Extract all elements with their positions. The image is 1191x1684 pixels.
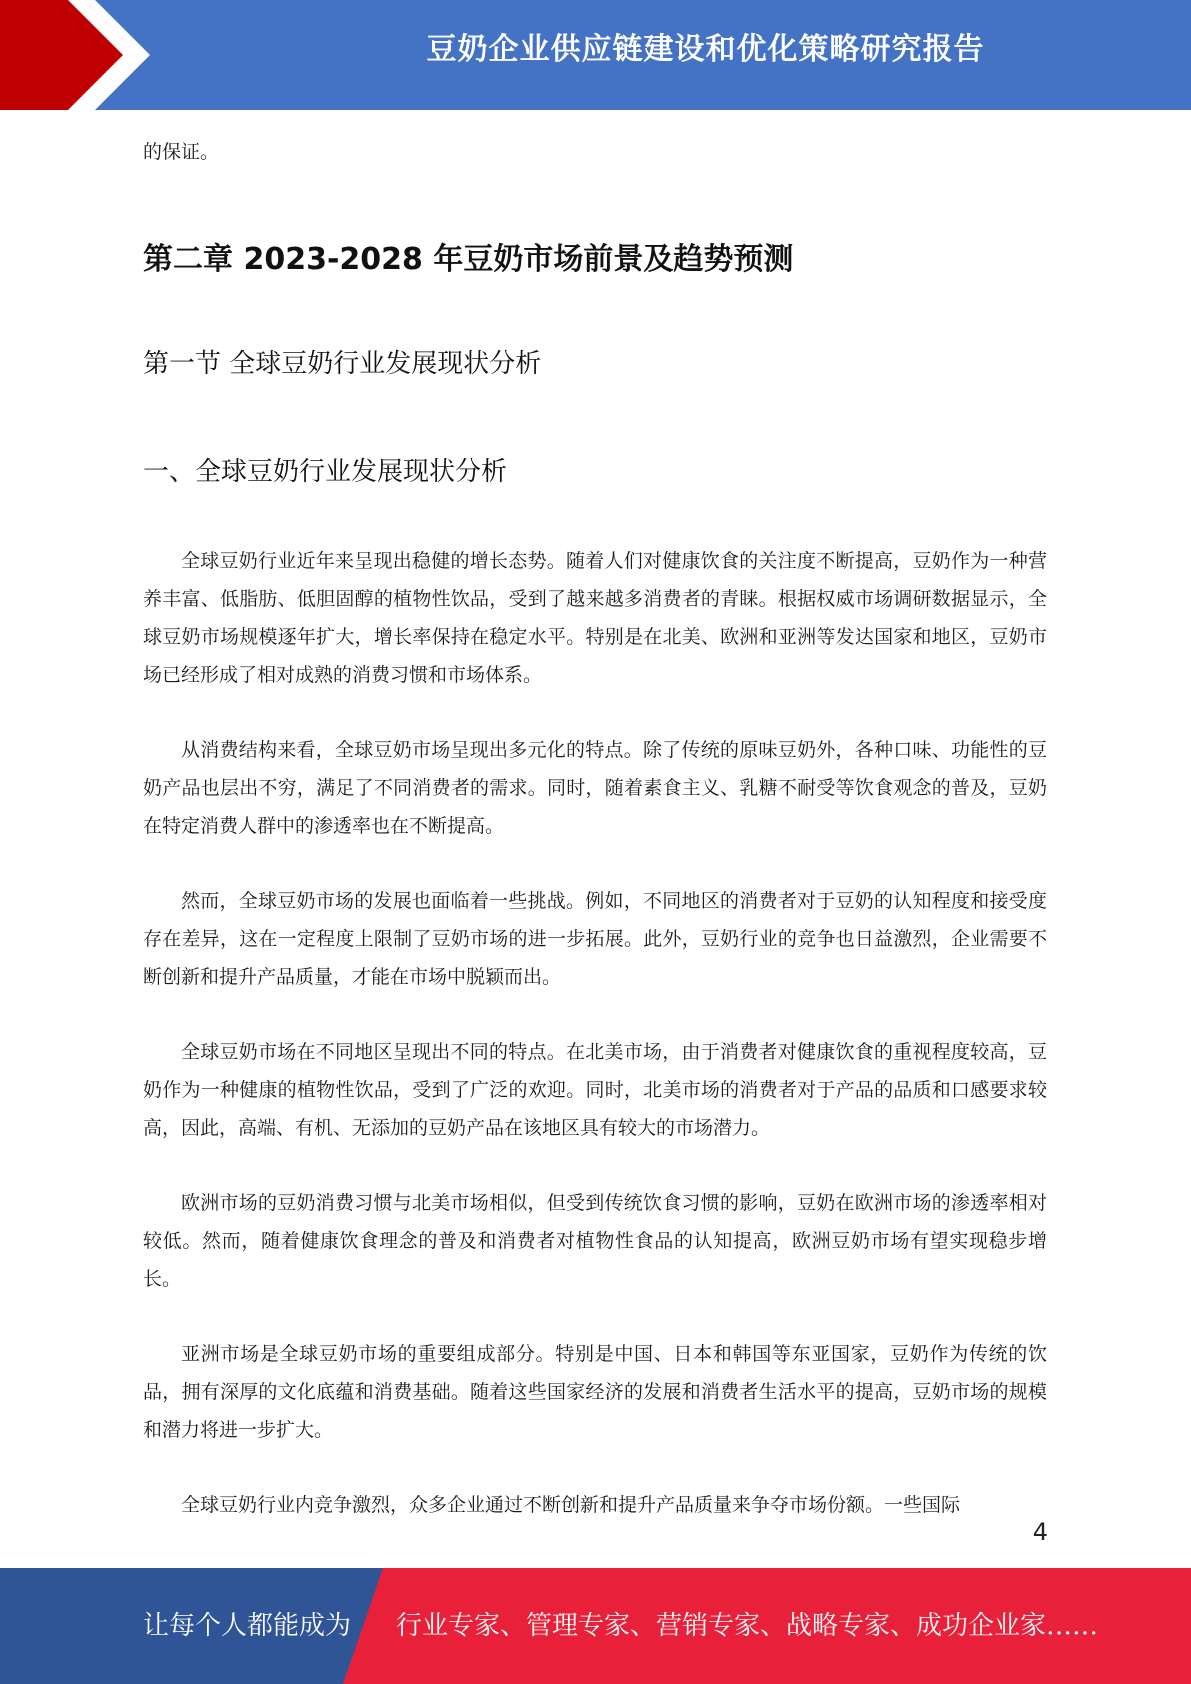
paragraph: 欧洲市场的豆奶消费习惯与北美市场相似，但受到传统饮食习惯的影响，豆奶在欧洲市场的渗透率相对较低。然而，随着健康饮食理念的普及和消费者对植物性食品的认知提高，欧洲豆奶市场有望实现稳步增长。 xyxy=(143,1192,1047,1290)
chapter-title: 第二章 2023-2028 年豆奶市场前景及趋势预测 xyxy=(143,242,794,277)
paragraph: 从消费结构来看，全球豆奶市场呈现出多元化的特点。除了传统的原味豆奶外，各种口味、功能性的豆奶产品也层出不穷，满足了不同消费者的需求。同时，随着素食主义、乳糖不耐受等饮食观念的普及，豆奶在特定消费人群中的渗透率也在不断提高。 xyxy=(143,739,1047,837)
footer-slogan-lead: 让每个人都能成为 xyxy=(143,1611,352,1641)
paragraph: 全球豆奶行业内竞争激烈，众多企业通过不断创新和提升产品质量来争夺市场份额。一些国际 xyxy=(181,1494,961,1516)
paragraph: 然而，全球豆奶市场的发展也面临着一些挑战。例如，不同地区的消费者对于豆奶的认知程度和接受度存在差异，这在一定程度上限制了豆奶市场的进一步拓展。此外，豆奶行业的竞争也日益激烈，企业需要不断创新和提升产品质量，才能在市场中脱颖而出。 xyxy=(143,890,1047,988)
paragraph: 全球豆奶行业近年来呈现出稳健的增长态势。随着人们对健康饮食的关注度不断提高，豆奶作为一种营养丰富、低脂肪、低胆固醇的植物性饮品，受到了越来越多消费者的青睐。根据权威市场调研数据显示，全球豆奶市场规模逐年扩大，增长率保持在稳定水平。特别是在北美、欧洲和亚洲等发达国家和地区，豆奶市场已经形成了相对成熟的消费习惯和市场体系。 xyxy=(143,550,1047,686)
subsection-title: 一、全球豆奶行业发展现状分析 xyxy=(143,457,508,487)
page-header xyxy=(0,0,1191,110)
continuation-text: 的保证。 xyxy=(143,141,220,163)
header-arrow-decoration xyxy=(0,0,160,110)
report-title: 豆奶企业供应链建设和优化策略研究报告 xyxy=(426,32,985,67)
paragraph: 亚洲市场是全球豆奶市场的重要组成部分。特别是中国、日本和韩国等东亚国家，豆奶作为传统的饮品，拥有深厚的文化底蕴和消费基础。随着这些国家经济的发展和消费者生活水平的提高，豆奶市场的规模和潜力将进一步扩大。 xyxy=(143,1343,1047,1441)
page-number: 4 xyxy=(1032,1518,1048,1546)
document-body xyxy=(143,126,1047,1561)
section-title: 第一节 全球豆奶行业发展现状分析 xyxy=(143,349,542,379)
page-footer xyxy=(0,1568,1191,1684)
paragraph-list xyxy=(143,542,1047,1524)
footer-slogan-roles: 行业专家、管理专家、营销专家、战略专家、成功企业家…… xyxy=(396,1611,1099,1641)
paragraph: 全球豆奶市场在不同地区呈现出不同的特点。在北美市场，由于消费者对健康饮食的重视程度较高，豆奶作为一种健康的植物性饮品，受到了广泛的欢迎。同时，北美市场的消费者对于产品的品质和口感要求较高，因此，高端、有机、无添加的豆奶产品在该地区具有较大的市场潜力。 xyxy=(143,1041,1047,1139)
